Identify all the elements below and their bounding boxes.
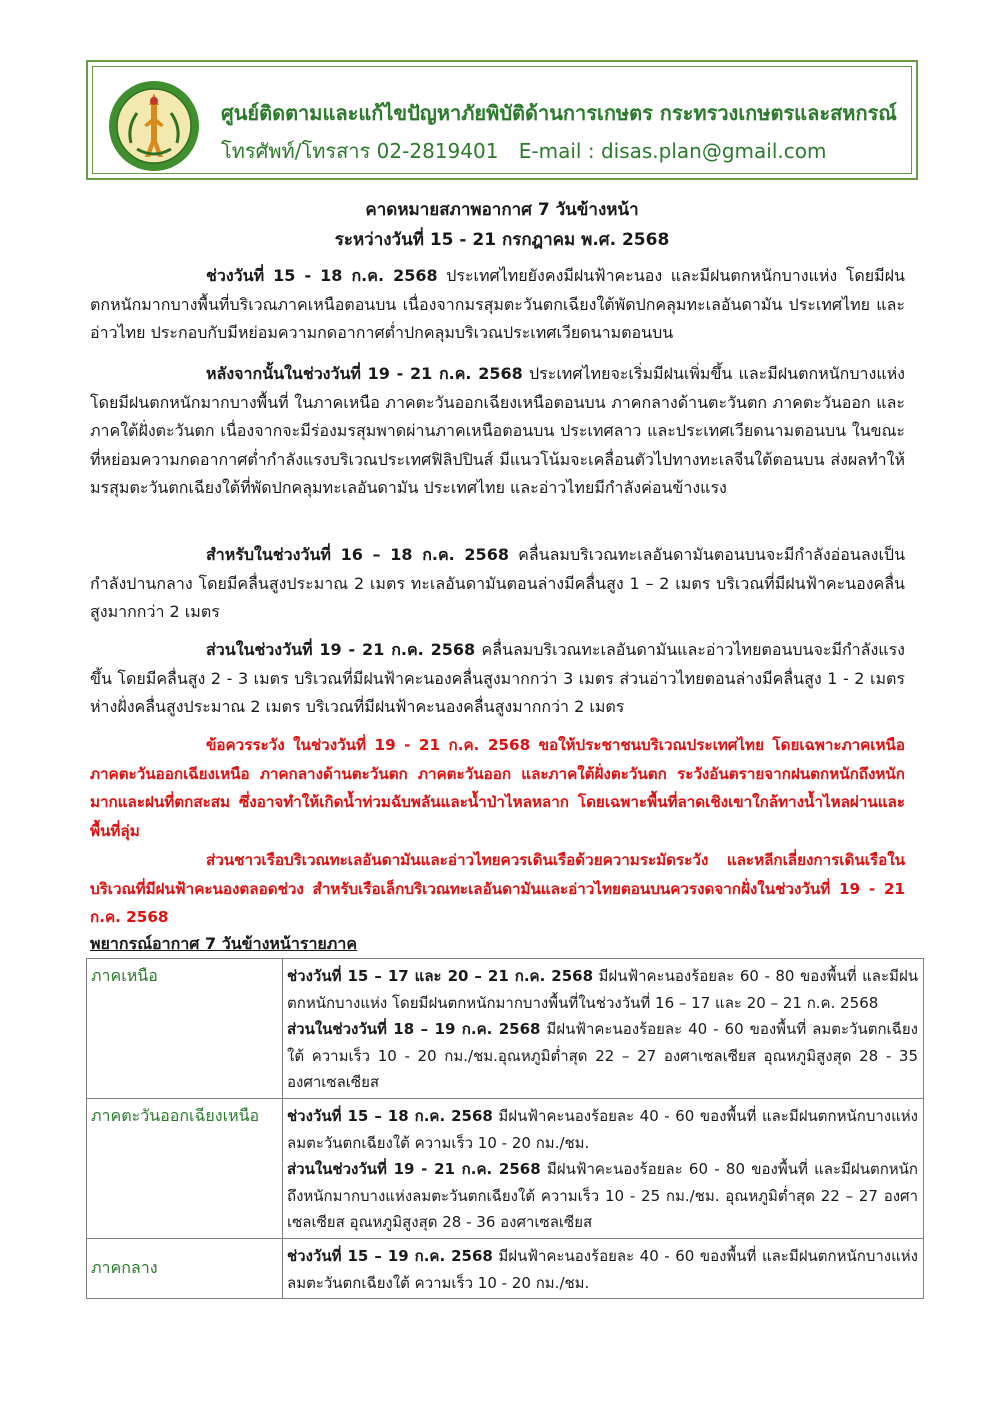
paragraph-period-2 [90, 360, 905, 503]
regional-forecast-heading: พยากรณ์อากาศ 7 วันข้างหน้ารายภาค [90, 934, 358, 953]
forecast-period [287, 1243, 918, 1296]
table-row [87, 1238, 924, 1298]
paragraph-waves-2 [90, 636, 905, 722]
warning-boats: ส่วนชาวเรือบริเวณทะเลอันดามันและอ่าวไทยควรเดินเรือด้วยความระมัดระวัง และหลีกเลี่ยงการเดินเรือในบริเวณที่มีฝนฟ้าคะนองตลอดช่วง สำหรับเรือเล็กบริเวณทะเลอันดามันและอ่าวไทยตอนบนควรงดจากฝั่งในช่วงวันที่ 19 - 21 ก.ค. 2568 [90, 851, 905, 926]
regional-forecast-table [86, 958, 924, 1299]
forecast-period-text: มีฝนฟ้าคะนองร้อยละ 60 - 80 ของพื้นที่ และมีฝนตกหนักบางแห่ง โดยมีฝนตกหนักมากบางพื้นที่ในช่วงวันที่ 16 – 17 และ 20 – 21 ก.ค. 2568 [287, 967, 918, 1012]
forecast-period-text: มีฝนฟ้าคะนองร้อยละ 60 - 80 ของพื้นที่ และมีฝนตกหนักถึงหนักมากบางแห่งลมตะวันตกเฉียงใต้ ความเร็ว 10 - 25 กม./ชม. อุณหภูมิต่ำสุด 22 – 27 องศาเซลเซียส อุณหภูมิสูงสุด 28 - 36 องศาเซลเซียส [287, 1160, 918, 1232]
forecast-period [287, 1103, 918, 1156]
forecast-period [287, 963, 918, 1016]
forecast-period-lead: ส่วนในช่วงวันที่ 18 – 19 ก.ค. 2568 [287, 1020, 541, 1039]
organization-name: ศูนย์ติดตามและแก้ไขปัญหาภัยพิบัติด้านการเกษตร กระทรวงเกษตรและสหกรณ์ [221, 101, 897, 125]
region-forecast [283, 1098, 924, 1238]
region-name: ภาคกลาง [87, 1238, 283, 1298]
region-forecast [283, 959, 924, 1099]
forecast-period-lead: ช่วงวันที่ 15 – 19 ก.ค. 2568 [287, 1246, 493, 1265]
region-name: ภาคเหนือ [87, 959, 283, 1099]
forecast-period-text: มีฝนฟ้าคะนองร้อยละ 40 - 60 ของพื้นที่ ลมตะวันตกเฉียงใต้ ความเร็ว 10 - 20 กม./ชม.อุณหภูมิต่ำสุด 22 – 27 องศาเซลเซียส อุณหภูมิสูงสุด 28 - 35 องศาเซลเซียส [287, 1020, 918, 1092]
forecast-period [287, 1016, 918, 1096]
paragraph-text: ประเทศไทยจะเริ่มมีฝนเพิ่มขึ้น และมีฝนตกหนักบางแห่ง โดยมีฝนตกหนักมากบางพื้นที่ ในภาคเหนือ ภาคตะวันออกเฉียงเหนือตอนบน ภาคกลางด้านตะวันตก ภาคตะวันออก และภาคใต้ฝั่งตะวันตก เนื่องจากจะมีร่องมรสุมพาดผ่านภาคเหนือตอนบน ประเทศลาว และประเทศเวียดนามตอนบน ในขณะที่หย่อมความกดอากาศต่ำกำลังแรงบริเวณประเทศฟิลิปปินส์ มีแนวโน้มจะเคลื่อนตัวไปทางทะเลจีนใต้ตอนบน ส่งผลทำให้มรสุมตะวันตกเฉียงใต้ที่พัดปกคลุมทะเลอันดามัน ประเทศไทย และอ่าวไทยมีกำลังค่อนข้างแรง [90, 364, 905, 497]
table-row [87, 1098, 924, 1238]
paragraph-text: คลื่นลมบริเวณทะเลอันดามันตอนบนจะมีกำลังอ่อนลงเป็นกำลังปานกลาง โดยมีคลื่นสูงประมาณ 2 เมตร ทะเลอันดามันตอนล่างมีคลื่นสูง 1 – 2 เมตร บริเวณที่มีฝนฟ้าคะนองคลื่นสูงมากกว่า 2 เมตร [90, 545, 906, 621]
table-row [87, 959, 924, 1099]
document-subtitle: ระหว่างวันที่ 15 - 21 กรกฎาคม พ.ศ. 2568 [334, 230, 670, 250]
document-title: คาดหมายสภาพอากาศ 7 วันข้างหน้า [365, 200, 639, 220]
contact-info [221, 135, 840, 167]
forecast-period-text: มีฝนฟ้าคะนองร้อยละ 40 - 60 ของพื้นที่ และมีฝนตกหนักบางแห่ง ลมตะวันตกเฉียงใต้ ความเร็ว 10 - 20 กม./ชม. [287, 1106, 918, 1152]
paragraph-period-1 [90, 262, 905, 348]
paragraph-text: ประเทศไทยยังคงมีฝนฟ้าคะนอง และมีฝนตกหนักบางแห่ง โดยมีฝนตกหนักมากบางพื้นที่บริเวณภาคเหนือตอนบน เนื่องจากมรสุมตะวันตกเฉียงใต้พัดปกคลุมทะเลอันดามัน ประเทศไทย และอ่าวไทย ประกอบกับมีหย่อมความกดอากาศต่ำปกคลุมบริเวณประเทศเวียดนามตอนบน [90, 266, 905, 342]
forecast-period-text: มีฝนฟ้าคะนองร้อยละ 40 - 60 ของพื้นที่ และมีฝนตกหนักบางแห่งลมตะวันตกเฉียงใต้ ความเร็ว 10 - 20 กม./ชม. [287, 1246, 918, 1292]
letterhead-inner-border [92, 66, 912, 174]
paragraph-lead: ส่วนในช่วงวันที่ 19 - 21 ก.ค. 2568 [206, 640, 476, 659]
forecast-period-lead: ช่วงวันที่ 15 – 17 และ 20 – 21 ก.ค. 2568 [287, 967, 594, 985]
warning-flood: ข้อควรระวัง ในช่วงวันที่ 19 - 21 ก.ค. 2568 ขอให้ประชาชนบริเวณประเทศไทย โดยเฉพาะภาคเหนือ ภาคตะวันออกเฉียงเหนือ ภาคกลางด้านตะวันตก ภาคตะวันออก และภาคใต้ฝั่งตะวันตก ระวังอันตรายจากฝนตกหนักถึงหนักมากและฝนที่ตกสะสม ซึ่งอาจทำให้เกิดน้ำท่วมฉับพลันและน้ำป่าไหลหลาก โดยเฉพาะพื้นที่ลาดเชิงเขาใกล้ทางน้ำไหลผ่านและพื้นที่ลุ่ม [90, 736, 905, 840]
paragraph-text: คลื่นลมบริเวณทะเลอันดามันและอ่าวไทยตอนบนจะมีกำลังแรงขึ้น โดยมีคลื่นสูง 2 - 3 เมตร บริเวณที่มีฝนฟ้าคะนองคลื่นสูงมากกว่า 3 เมตร ส่วนอ่าวไทยตอนล่างมีคลื่นสูง 1 - 2 เมตร ห่างฝั่งคลื่นสูงประมาณ 2 เมตร บริเวณที่มีฝนฟ้าคะนองคลื่นสูงมากกว่า 2 เมตร [90, 640, 905, 716]
region-name: ภาคตะวันออกเฉียงเหนือ [87, 1098, 283, 1238]
phone-fax: โทรศัพท์/โทรสาร 02-2819401 [221, 139, 499, 163]
paragraph-lead: หลังจากนั้นในช่วงวันที่ 19 - 21 ก.ค. 2568 [206, 364, 523, 383]
letterhead [86, 60, 918, 180]
paragraph-lead: สำหรับในช่วงวันที่ 16 – 18 ก.ค. 2568 [206, 545, 509, 564]
region-forecast [283, 1238, 924, 1298]
ministry-seal-icon [107, 79, 201, 173]
paragraph-lead: ช่วงวันที่ 15 - 18 ก.ค. 2568 [206, 266, 438, 285]
email-address[interactable]: E-mail : disas.plan@gmail.com [518, 139, 827, 163]
forecast-period-lead: ส่วนในช่วงวันที่ 19 - 21 ก.ค. 2568 [287, 1160, 541, 1179]
paragraph-waves-1 [90, 541, 905, 627]
forecast-period-lead: ช่วงวันที่ 15 – 18 ก.ค. 2568 [287, 1106, 493, 1125]
forecast-period [287, 1156, 918, 1236]
